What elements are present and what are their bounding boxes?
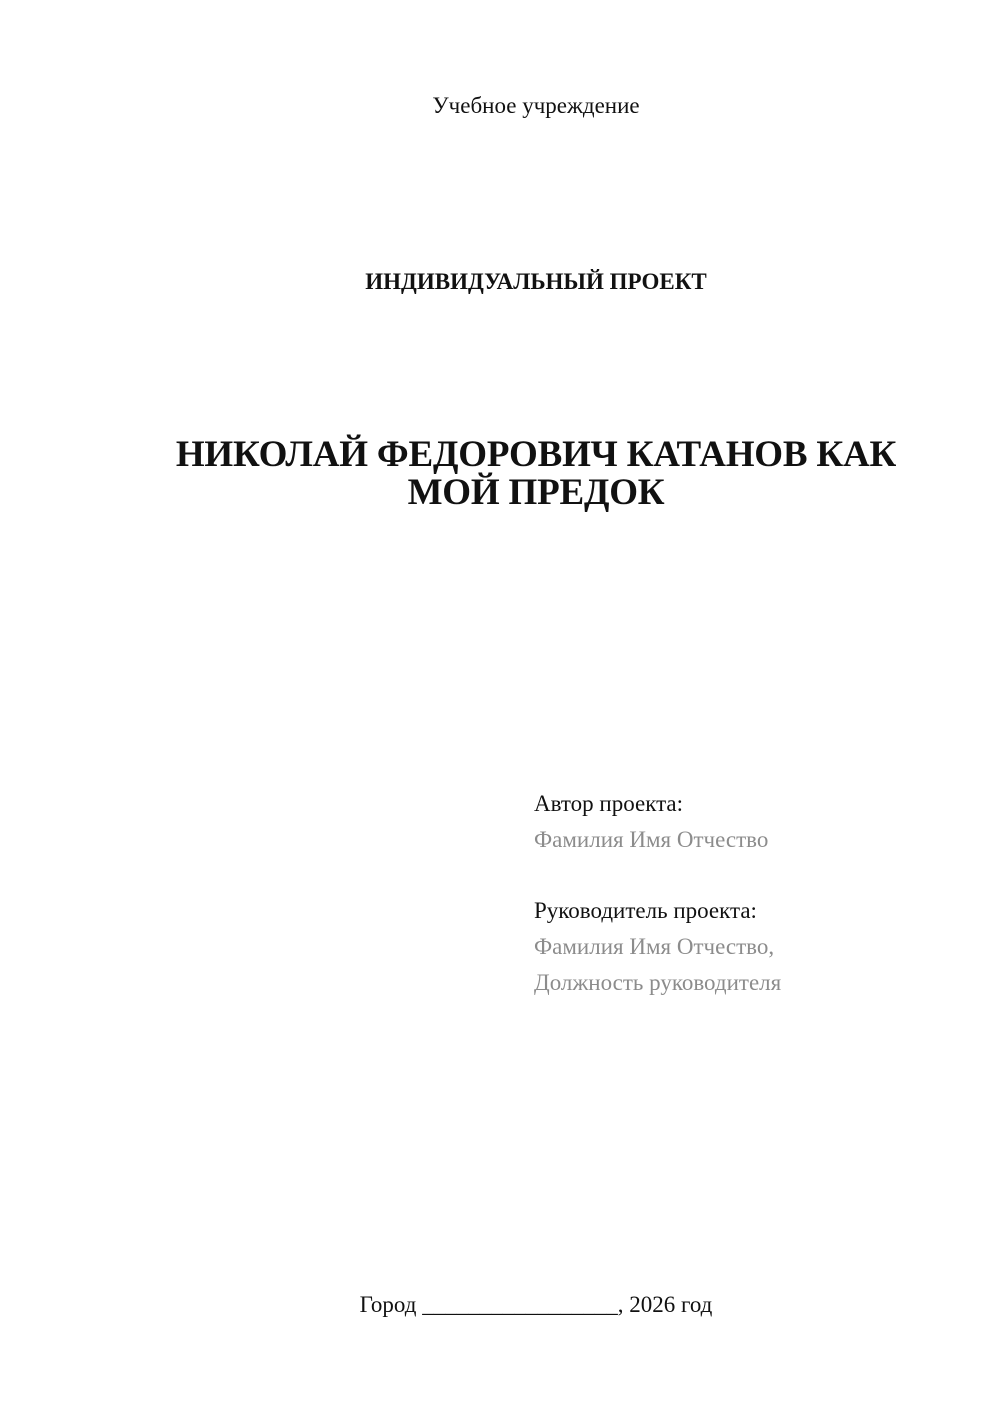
institution-name: Учебное учреждение — [432, 93, 640, 118]
project-title-line-1: НИКОЛАЙ ФЕДОРОВИЧ КАТАНОВ КАК — [175, 434, 897, 475]
project-title — [136, 436, 936, 512]
author-block — [534, 786, 768, 858]
author-label: Автор проекта: — [534, 791, 683, 816]
document-type: ИНДИВИДУАЛЬНЫЙ ПРОЕКТ — [365, 269, 707, 294]
supervisor-name: Фамилия Имя Отчество, — [534, 934, 775, 959]
city-year-line: Город _________________, 2026 год — [359, 1292, 713, 1317]
supervisor-block — [534, 893, 781, 1001]
project-title-line-2: МОЙ ПРЕДОК — [407, 472, 665, 513]
supervisor-label: Руководитель проекта: — [534, 898, 757, 923]
supervisor-position: Должность руководителя — [534, 970, 782, 995]
author-name: Фамилия Имя Отчество — [534, 827, 769, 852]
